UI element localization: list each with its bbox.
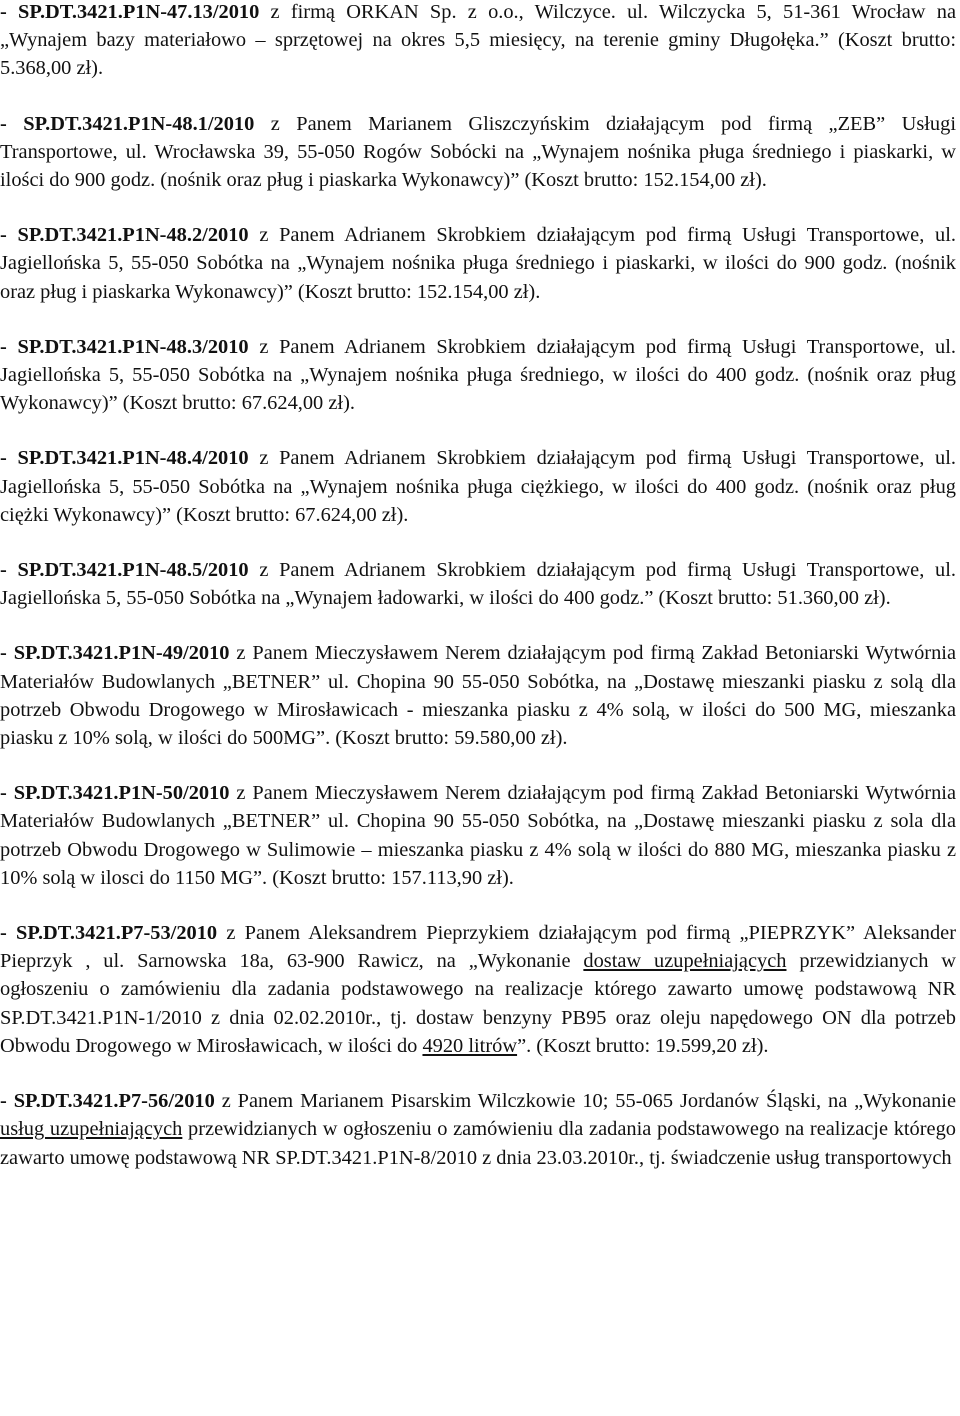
contract-entry bbox=[0, 444, 956, 529]
contract-entry bbox=[0, 556, 956, 612]
contract-reference: - SP.DT.3421.P1N-48.5/2010 bbox=[0, 559, 249, 582]
contract-entry bbox=[0, 1087, 956, 1172]
contract-description: z Panem Mieczysławem Nerem działającym pod firmą Zakład Betoniarski Wytwórnia Materiałów Budowlanych „BETNER” ul. Chopina 90 55-050 Sobótka, na „Dostawę mieszanki piasku z sola dla potrzeb Obwodu Drogowego w Sulimowie – mieszanka piasku z 4% solą w ilości do 880 MG, mieszanka piasku z 10% solą w ilosci do 1150 MG”. (Koszt brutto: 157.113,90 zł). bbox=[0, 782, 956, 889]
contract-description: przewidzianych w ogłoszeniu o zamówieniu dla zadania podstawowego na realizacje którego zawarto umowę podstawową NR SP.DT.3421.P1N-1/2010 z dnia 02.02.2010r., tj. dostaw benzyny PB95 oraz oleju napędowego ON dla potrzeb Obwodu Drogowego w Mirosławicach, w ilości do bbox=[0, 950, 957, 1057]
contract-reference: - SP.DT.3421.P1N-48.3/2010 bbox=[0, 335, 249, 358]
contract-description: z Panem Adrianem Skrobkiem działającym pod firmą Usługi Transportowe, ul. Jagiellońska 5, 55-050 Sobótka na „Wynajem nośnika pługa średniego i piaskarki, w ilości do 900 godz. (nośnik oraz pług i piaskarka Wykonawcy)” (Koszt brutto: 152.154,00 zł). bbox=[0, 224, 956, 303]
contract-description: z Panem Adrianem Skrobkiem działającym pod firmą Usługi Transportowe, ul. Jagiellońska 5, 55-050 Sobótka na „Wynajem ładowarki, w ilości do 400 godz.” (Koszt brutto: 51.360,00 zł). bbox=[0, 559, 956, 610]
contract-reference: - SP.DT.3421.P1N-48.4/2010 bbox=[0, 447, 249, 470]
contract-entry bbox=[0, 779, 956, 892]
contract-reference: - SP.DT.3421.P1N-48.2/2010 bbox=[0, 224, 249, 247]
contract-entry bbox=[0, 919, 956, 1060]
contract-description: z firmą ORKAN Sp. z o.o., Wilczyce. ul. Wilczycka 5, 51-361 Wrocław na „Wynajem bazy materiałowo – sprzętowej na okres 5,5 miesięcy, na terenie gminy Długołęka.” (Koszt brutto: 5.368,00 zł). bbox=[0, 1, 956, 80]
underlined-phrase: usług uzupełniających bbox=[0, 1118, 183, 1141]
underlined-phrase: 4920 litrów bbox=[422, 1034, 518, 1057]
contract-description: z Panem Marianem Gliszczyńskim działającym pod firmą „ZEB” Usługi Transportowe, ul. Wrocławska 39, 55-050 Rogów Sobócki na „Wynajem nośnika pługa średniego i piaskarki, w ilości do 900 godz. (nośnik oraz pług i piaskarka Wykonawcy)” (Koszt brutto: 152.154,00 zł). bbox=[0, 112, 956, 192]
contract-entry bbox=[0, 0, 956, 83]
contract-reference: - SP.DT.3421.P1N-49/2010 bbox=[0, 642, 230, 665]
contract-description: z Panem Mieczysławem Nerem działającym pod firmą Zakład Betoniarski Wytwórnia Materiałów Budowlanych „BETNER” ul. Chopina 90 55-050 Sobótka, na „Dostawę mieszanki piasku z solą dla potrzeb Obwodu Drogowego w Mirosławicach - mieszanka piasku z 4% solą, w ilości do 500 MG, mieszanka piasku z 10% solą, w ilości do 500MG”. (Koszt brutto: 59.580,00 zł). bbox=[0, 642, 956, 750]
contract-description: z Panem Adrianem Skrobkiem działającym pod firmą Usługi Transportowe, ul. Jagiellońska 5, 55-050 Sobótka na „Wynajem nośnika pługa ciężkiego, w ilości do 400 godz. (nośnik oraz pług ciężki Wykonawcy)” (Koszt brutto: 67.624,00 zł). bbox=[0, 447, 956, 526]
contract-description: ”. (Koszt brutto: 19.599,20 zł). bbox=[517, 1034, 769, 1057]
contract-description: z Panem Aleksandrem Pieprzykiem działającym pod firmą „PIEPRZYK” Aleksander Pieprzyk , ul. Sarnowska 18a, 63-900 Rawicz, na „Wykonanie bbox=[0, 922, 956, 973]
contract-reference: - SP.DT.3421.P1N-47.13/2010 bbox=[0, 1, 260, 23]
contract-entry bbox=[0, 221, 956, 306]
underlined-phrase: dostaw uzupełniających bbox=[583, 950, 787, 973]
contract-entry bbox=[0, 333, 956, 418]
contract-reference: - SP.DT.3421.P7-53/2010 bbox=[0, 922, 218, 945]
contract-entry bbox=[0, 639, 956, 752]
contract-reference: - SP.DT.3421.P1N-50/2010 bbox=[0, 782, 230, 805]
contract-entry bbox=[0, 110, 956, 195]
contract-description: z Panem Marianem Pisarskim Wilczkowie 10; 55-065 Jordanów Śląski, na „Wykonanie bbox=[214, 1090, 956, 1113]
contract-description: z Panem Adrianem Skrobkiem działającym pod firmą Usługi Transportowe, ul. Jagiellońska 5, 55-050 Sobótka na „Wynajem nośnika pługa średniego, w ilości do 400 godz. (nośnik oraz pług Wykonawcy)” (Koszt brutto: 67.624,00 zł). bbox=[0, 335, 956, 415]
contract-description: przewidzianych w ogłoszeniu o zamówieniu dla zadania podstawowego na realizacje którego zawarto umowę podstawową NR SP.DT.3421.P1N-8/2010 z dnia 23.03.2010r., tj. świadczenie usług transportowych bbox=[0, 1118, 956, 1169]
contract-reference: - SP.DT.3421.P1N-48.1/2010 bbox=[0, 112, 255, 135]
contract-reference: - SP.DT.3421.P7-56/2010 bbox=[0, 1090, 215, 1113]
